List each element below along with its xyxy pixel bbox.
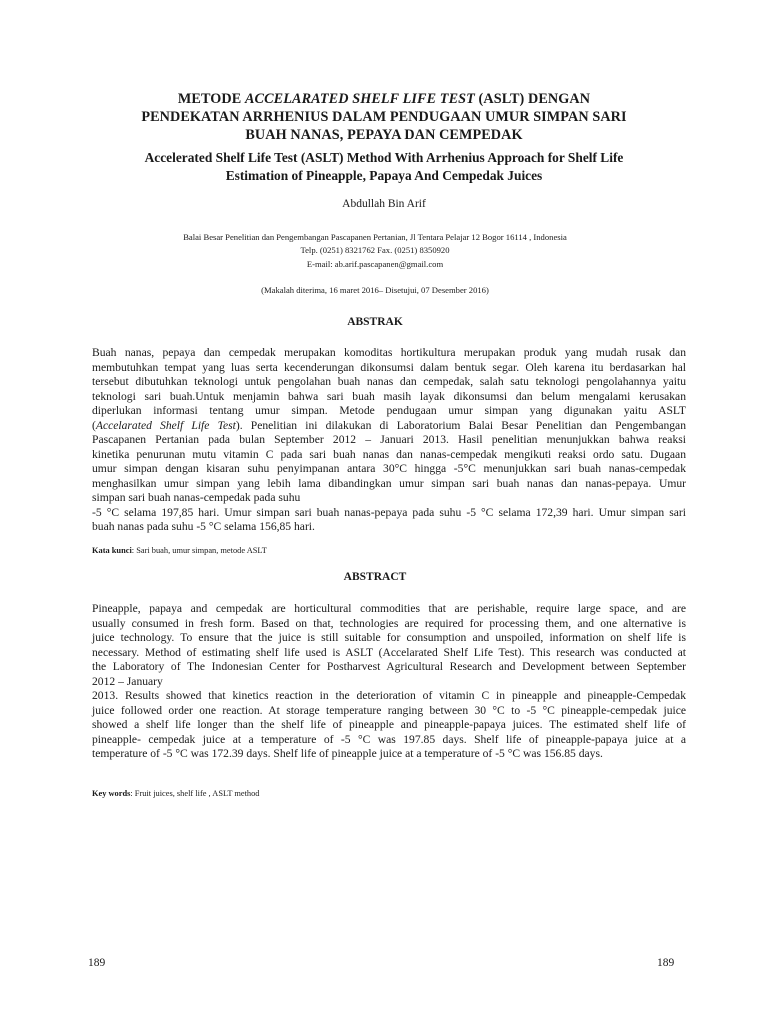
- abstrak-line: teknologi sari buah.Untuk menjamin bahwa sari buah masih layak dikonsumsi dan belum mengalami kerusakan: [92, 389, 686, 403]
- abstrak-line: menghasilkan umur simpan yang lebih lama dibandingkan umur simpan sari buah nanas dan nanas-pepaya. Umur: [92, 476, 686, 490]
- abstrak-line: diperlukan informasi tentang umur simpan. Metode pendugaan umur simpan yang digunakan yaitu ASLT: [92, 404, 686, 417]
- abstract-line: 2013. Results showed that kinetics reaction in the deterioration of vitamin C in pineapple and pineapple-Cempedak: [92, 689, 686, 702]
- abstract-line: pineapple- cempedak juice at a temperature of -5 °C was 197.85 days. Shelf life of pineapple-papaya juice at a: [92, 732, 686, 746]
- kata-kunci: [92, 546, 267, 555]
- abstrak-line: buah nanas pada suhu -5 °C selama 156,85 hari.: [92, 520, 315, 533]
- indonesian-title-line-1: METODE ACCELARATED SHELF LIFE TEST (ASLT) DENGAN: [177, 91, 591, 107]
- page-number-right: 189: [657, 957, 675, 969]
- abstrak-line: simpan sari buah nanas-cempedak pada suhu: [92, 491, 301, 504]
- english-title: [70, 149, 698, 185]
- abstract-line: temperature of -5 °C was 172.39 days. Shelf life of pineapple juice at a temperature of -5 °C was 156.85 days.: [92, 747, 603, 760]
- submission-dates: (Makalah diterima, 16 maret 2016– Disetujui, 07 Desember 2016): [261, 285, 489, 295]
- abstrak-line-italic: (Accelarated Shelf Life Test). Penelitian ini dilakukan di Laboratorium Balai Besar Penelitian dan Pengembangan: [92, 418, 686, 432]
- indonesian-title-line-3: BUAH NANAS, PEPAYA DAN CEMPEDAK: [245, 127, 523, 143]
- abstrak-line: membutuhkan tempat yang luas serta kecenderungan dikonsumsi dalam bentuk segar. Oleh karena itu berdasarkan hal: [92, 360, 686, 374]
- affiliation-phone: Telp. (0251) 8321762 Fax. (0251) 8350920: [300, 245, 450, 256]
- key-words-label: Key words: [92, 789, 131, 798]
- indonesian-title-line-2: PENDEKATAN ARRHENIUS DALAM PENDUGAAN UMUR SIMPAN SARI: [141, 109, 627, 125]
- abstrak-line: kinetika penurunan mutu vitamin C pada sari buah nanas dan nanas-cempedak mengikuti reaksi ordo satu. Dugaan: [92, 447, 686, 461]
- abstract-heading: ABSTRACT: [343, 571, 407, 583]
- abstract-line: Pineapple, papaya and cempedak are horticultural commodities that are perishable, require large space, and are: [92, 602, 686, 615]
- abstrak-line: -5 °C selama 197,85 hari. Umur simpan sari buah nanas-pepaya pada suhu -5 °C selama 172,39 hari. Umur simpan sari: [92, 505, 686, 519]
- kata-kunci-label: Kata kunci: [92, 546, 132, 555]
- author-name: Abdullah Bin Arif: [342, 198, 426, 210]
- abstract-line: the Laboratory of The Indonesian Center for Postharvest Agricultural Research and Development between September: [92, 660, 686, 673]
- affiliation: [0, 231, 750, 271]
- key-words: [92, 789, 260, 798]
- abstrak-heading: ABSTRAK: [347, 316, 403, 328]
- affiliation-address: Balai Besar Penelitian dan Pengembangan Pascapanen Pertanian, Jl Tentara Pelajar 12 Bogor 16114 , Indonesia: [183, 232, 567, 242]
- page-number-left: 189: [88, 957, 106, 969]
- english-title-line-2: Estimation of Pineapple, Papaya And Cempedak Juices: [225, 168, 543, 183]
- abstrak-body: [92, 346, 686, 535]
- abstract-line: juice technology. To ensure that the juice is still suitable for consumption and unspoiled, information on shelf life is: [92, 631, 686, 644]
- affiliation-email: E-mail: ab.arif.pascapanen@gmail.com: [306, 258, 444, 269]
- key-words-text: : Fruit juices, shelf life , ASLT method: [130, 789, 260, 798]
- abstract-line: usually consumed in fresh form. Based on that, technologies are required for processing them, and one alternative is: [92, 616, 686, 630]
- abstrak-line: umur simpan dengan kisaran suhu penyimpanan antara 30°C hingga -5°C menunjukkan sari buah nanas-cempedak: [92, 462, 686, 475]
- abstract-line: 2012 – January: [92, 674, 163, 688]
- abstrak-line: Pascapanen Pertanian pada bulan September 2012 – Januari 2013. Hasil penelitian menunjukkan bahwa reaksi: [92, 433, 686, 446]
- abstract-line: juice followed order one reaction. At storage temperature ranging between 30 °C to -5 °C pineapple-cempedak juice: [92, 703, 686, 717]
- abstract-line: necessary. Method of estimating shelf life used is ASLT (Accelarated Shelf Life Test). This research was conducted at: [92, 645, 686, 659]
- abstract-line: showed a shelf life longer than the shelf life of pineapple and pineapple-papaya juices. The estimated shelf life of: [92, 718, 686, 731]
- abstrak-line: Buah nanas, pepaya dan cempedak merupakan komoditas hortikultura merupakan produk yang mudah rusak dan: [92, 346, 686, 359]
- title-italic-term: ACCELARATED SHELF LIFE TEST: [244, 91, 475, 107]
- kata-kunci-text: : Sari buah, umur simpan, metode ASLT: [131, 546, 267, 555]
- english-title-line-1: Accelerated Shelf Life Test (ASLT) Method With Arrhenius Approach for Shelf Life: [144, 150, 624, 165]
- abstract-body: [92, 602, 686, 762]
- abstrak-line: tersebut dibutuhkan teknologi untuk pengolahan buah nanas dan cempedak, salah satu teknologi pengolahannya yaitu: [92, 375, 686, 388]
- indonesian-title: [90, 90, 678, 144]
